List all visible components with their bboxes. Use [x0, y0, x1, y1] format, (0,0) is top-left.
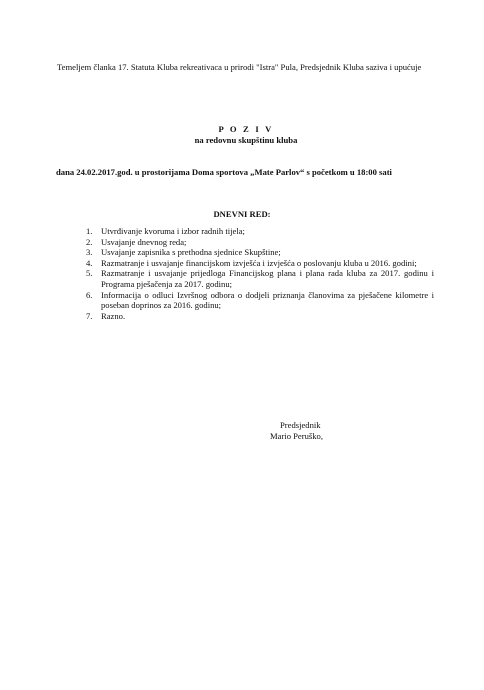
agenda-item	[86, 268, 434, 289]
agenda-item	[86, 226, 434, 237]
agenda-item	[86, 247, 434, 258]
agenda-heading: DNEVNI RED:	[213, 209, 271, 219]
agenda-item-number: 2.	[86, 236, 93, 247]
agenda-item-text: Razmatranje i usvajanje financijskom izvješća i izvješća o poslovanju kluba u 2016. godini;	[101, 257, 417, 268]
intro-paragraph: Temeljem članka 17. Statuta Kluba rekreativaca u prirodi "Istra" Pula, Predsjednik Kluba saziva i upućuje	[57, 62, 422, 72]
agenda-item	[86, 237, 434, 248]
agenda-item-number: 6.	[86, 289, 93, 300]
agenda-item-text: Informacija o odluci Izvršnog odbora o dodjeli priznanja članovima za pješačene kilometre i poseban doprinos za 2016. godinu;	[101, 289, 434, 311]
agenda-item	[86, 258, 434, 269]
agenda-item-number: 7.	[86, 310, 93, 321]
document-subtitle: na redovnu skupštinu kluba	[194, 135, 298, 145]
agenda-item-text: Usvajanje dnevnog reda;	[101, 236, 187, 247]
agenda-item-number: 1.	[86, 226, 93, 236]
document-title: P O Z I V	[218, 124, 274, 134]
meeting-details: dana 24.02.2017.god. u prostorijama Doma sportova „Mate Parlov“ s početkom u 18:00 sati	[56, 167, 392, 177]
agenda-item	[86, 290, 434, 311]
signature-name: Mario Peruško,	[270, 430, 323, 441]
agenda-item-number: 5.	[86, 268, 93, 279]
agenda-list	[86, 226, 434, 321]
agenda-item-number: 3.	[86, 247, 93, 258]
agenda-item-text: Razmatranje i usvajanje prijedloga Financijskog plana i plana rada kluba za 2017. godinu i Programa pješačenja za 2017. godinu;	[101, 268, 434, 289]
signature-role: Predsjednik	[280, 420, 321, 430]
agenda-item-text: Utvrđivanje kvoruma i izbor radnih tijela;	[101, 226, 245, 236]
agenda-item-text: Usvajanje zapisnika s prethodna sjednice Skupštine;	[101, 247, 281, 258]
agenda-item-number: 4.	[86, 257, 93, 268]
signature-block	[270, 420, 390, 441]
agenda-item-text: Razno.	[101, 310, 126, 321]
agenda-item	[86, 311, 434, 322]
